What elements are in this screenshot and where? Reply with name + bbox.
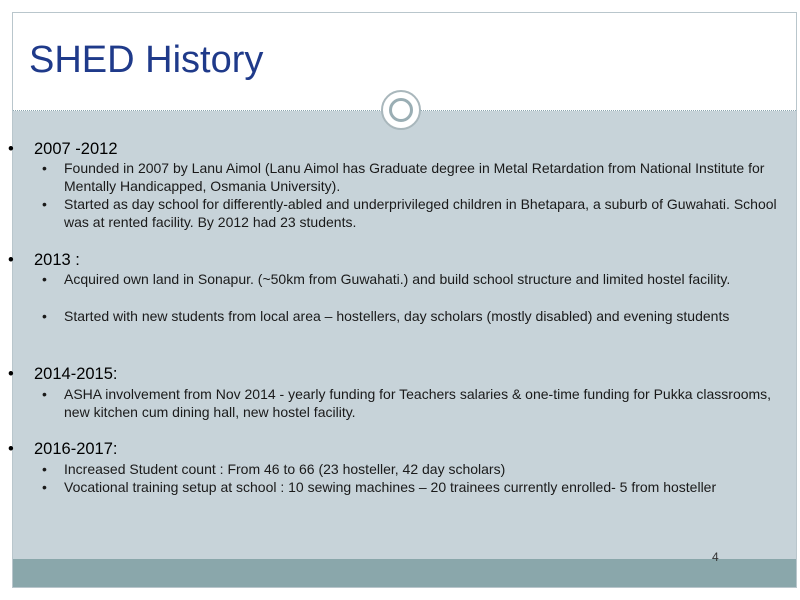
list-item bbox=[42, 460, 787, 478]
bullet-icon: • bbox=[42, 308, 47, 324]
list-item-text: Founded in 2007 by Lanu Aimol (Lanu Aimol has Graduate degree in Metal Retardation from National Institute for Mentally Handicapped, Osmania University). bbox=[64, 160, 765, 194]
page-number: 4 bbox=[712, 550, 719, 564]
bullet-icon: • bbox=[8, 251, 14, 269]
bullet-icon: • bbox=[42, 196, 47, 212]
list-item-text: Increased Student count : From 46 to 66 (23 hosteller, 42 day scholars) bbox=[64, 461, 506, 477]
section-heading-text: 2007 -2012 bbox=[34, 140, 118, 158]
ring-ornament-icon bbox=[381, 90, 421, 130]
list-item bbox=[42, 307, 787, 325]
list-item bbox=[42, 478, 787, 496]
list-item bbox=[42, 385, 787, 421]
ring-inner-icon bbox=[389, 98, 413, 122]
bullet-icon: • bbox=[42, 271, 47, 287]
section-heading-text: 2014-2015: bbox=[34, 365, 118, 383]
section-heading-text: 2013 : bbox=[34, 251, 80, 269]
list-item-text: Started as day school for differently-abled and underprivileged children in Bhetapara, a suburb of Guwahati. School was at rented facility. By 2012 had 23 students. bbox=[64, 196, 777, 230]
bullet-icon: • bbox=[42, 479, 47, 495]
list-item-text: ASHA involvement from Nov 2014 - yearly funding for Teachers salaries & one-time funding for Pukka classrooms, new kitchen cum dining hall, new hostel facility. bbox=[64, 386, 772, 420]
list-item-text: Vocational training setup at school : 10 sewing machines – 20 trainees currently enrolled- 5 from hosteller bbox=[64, 479, 717, 495]
slide-title: SHED History bbox=[29, 39, 264, 81]
bullet-icon: • bbox=[42, 461, 47, 477]
section-heading-text: 2016-2017: bbox=[34, 440, 118, 458]
bullet-icon: • bbox=[8, 140, 14, 158]
list-item bbox=[42, 270, 787, 288]
list-item bbox=[42, 195, 787, 231]
bullet-icon: • bbox=[42, 160, 47, 176]
bullet-icon: • bbox=[8, 365, 14, 383]
list-item-text: Acquired own land in Sonapur. (~50km from Guwahati.) and build school structure and limited hostel facility. bbox=[64, 271, 731, 287]
list-item bbox=[42, 159, 787, 195]
list-item-text: Started with new students from local area – hostellers, day scholars (mostly disabled) and evening students bbox=[64, 308, 730, 324]
bullet-icon: • bbox=[8, 440, 14, 458]
bullet-icon: • bbox=[42, 386, 47, 402]
